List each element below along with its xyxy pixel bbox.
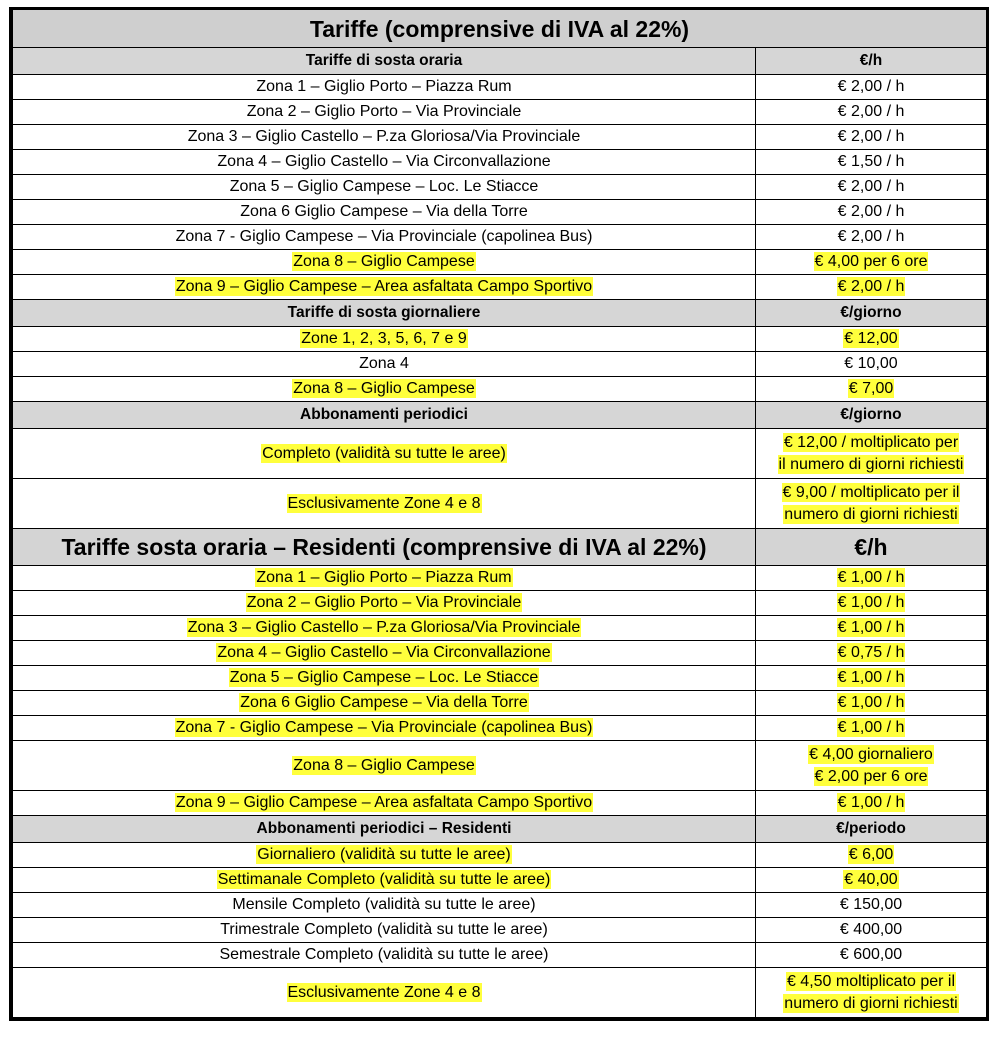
highlighted-text: € 4,00 per 6 ore [814, 253, 928, 270]
highlighted-text: € 4,50 moltiplicato per il [786, 972, 956, 990]
price-cell [756, 275, 987, 300]
table-row [13, 666, 987, 691]
highlighted-text: Zona 5 – Giglio Campese – Loc. Le Stiacce [229, 669, 539, 686]
table-row [13, 641, 987, 666]
highlighted-text: € 40,00 [844, 871, 898, 888]
table-row [13, 100, 987, 125]
zone-cell: Zona 5 – Giglio Campese – Loc. Le Stiacce [13, 175, 756, 200]
price-cell: € 1,50 / h [756, 150, 987, 175]
price-cell: € 2,00 / h [756, 75, 987, 100]
highlighted-text: Completo (validità su tutte le aree) [262, 444, 506, 462]
price-cell [756, 741, 987, 791]
section-header-giornaliere [13, 300, 987, 327]
section-label: Abbonamenti periodici – Residenti [13, 816, 756, 843]
price-cell: € 2,00 / h [756, 125, 987, 150]
highlighted-text: Zona 7 - Giglio Campese – Via Provinciale (capolinea Bus) [175, 719, 593, 736]
highlighted-text: Zone 1, 2, 3, 5, 6, 7 e 9 [301, 330, 467, 347]
section-label: Tariffe di sosta oraria [13, 48, 756, 75]
price-cell [756, 566, 987, 591]
zone-cell [13, 716, 756, 741]
highlighted-text: Zona 4 – Giglio Castello – Via Circonvallazione [217, 644, 551, 661]
zone-cell [13, 566, 756, 591]
price-cell: € 2,00 / h [756, 100, 987, 125]
price-cell [756, 791, 987, 816]
table-row [13, 741, 987, 791]
table-row [13, 868, 987, 893]
zone-cell [13, 641, 756, 666]
price-cell [756, 616, 987, 641]
table-row [13, 275, 987, 300]
highlighted-text: € 1,00 / h [837, 569, 905, 586]
highlighted-text: € 1,00 / h [837, 669, 905, 686]
highlighted-text: € 1,00 / h [837, 594, 905, 611]
zone-cell: Zona 2 – Giglio Porto – Via Provinciale [13, 100, 756, 125]
table-row [13, 918, 987, 943]
section-unit: €/h [756, 48, 987, 75]
table-row [13, 327, 987, 352]
highlighted-text: Zona 1 – Giglio Porto – Piazza Rum [256, 569, 512, 586]
price-cell: € 2,00 / h [756, 225, 987, 250]
table-row [13, 250, 987, 275]
table-row [13, 175, 987, 200]
highlighted-text: numero di giorni richiesti [784, 505, 958, 523]
zone-cell [13, 377, 756, 402]
section-unit: €/periodo [756, 816, 987, 843]
highlighted-text: Zona 8 – Giglio Campese [293, 253, 475, 270]
zone-cell [13, 250, 756, 275]
highlighted-text: Giornaliero (validità su tutte le aree) [257, 846, 511, 863]
zone-cell: Zona 4 – Giglio Castello – Via Circonvallazione [13, 150, 756, 175]
price-cell [756, 868, 987, 893]
price-cell: € 10,00 [756, 352, 987, 377]
highlighted-text: € 1,00 / h [837, 694, 905, 711]
section-header-abbonamenti-residenti [13, 816, 987, 843]
highlighted-text: € 1,00 / h [837, 719, 905, 736]
table-row [13, 566, 987, 591]
tariff-table [12, 9, 987, 1018]
table-row [13, 479, 987, 529]
highlighted-text: Zona 8 – Giglio Campese [293, 380, 475, 397]
zone-cell [13, 479, 756, 529]
zone-cell: Zona 1 – Giglio Porto – Piazza Rum [13, 75, 756, 100]
table-row [13, 791, 987, 816]
highlighted-text: Zona 2 – Giglio Porto – Via Provinciale [246, 594, 522, 611]
table-row [13, 150, 987, 175]
highlighted-text: € 4,00 giornaliero [809, 745, 933, 763]
price-cell [756, 479, 987, 529]
zone-cell: Mensile Completo (validità su tutte le aree) [13, 893, 756, 918]
highlighted-text: Settimanale Completo (validità su tutte le aree) [217, 871, 551, 888]
highlighted-text: Esclusivamente Zone 4 e 8 [287, 494, 481, 512]
highlighted-text: Zona 8 – Giglio Campese [293, 756, 475, 774]
table-row [13, 893, 987, 918]
highlighted-text: € 2,00 per 6 ore [814, 767, 928, 785]
zone-cell [13, 791, 756, 816]
price-cell [756, 843, 987, 868]
table-row [13, 691, 987, 716]
highlighted-text: € 1,00 / h [837, 794, 905, 811]
highlighted-text: € 2,00 / h [837, 278, 905, 295]
table-row [13, 125, 987, 150]
table-row [13, 716, 987, 741]
highlighted-text: Esclusivamente Zone 4 e 8 [287, 983, 481, 1001]
zone-cell [13, 591, 756, 616]
price-cell [756, 591, 987, 616]
zone-cell: Zona 6 Giglio Campese – Via della Torre [13, 200, 756, 225]
section-label: Tariffe di sosta giornaliere [13, 300, 756, 327]
table-row [13, 591, 987, 616]
price-cell: € 600,00 [756, 943, 987, 968]
highlighted-text: € 7,00 [848, 380, 894, 397]
section-header-orarie [13, 48, 987, 75]
price-cell [756, 691, 987, 716]
table-row [13, 843, 987, 868]
highlighted-text: numero di giorni richiesti [784, 994, 958, 1012]
highlighted-text: Zona 6 Giglio Campese – Via della Torre [240, 694, 528, 711]
price-cell: € 400,00 [756, 918, 987, 943]
highlighted-text: € 0,75 / h [837, 644, 905, 661]
zone-cell [13, 666, 756, 691]
table-title: Tariffe (comprensive di IVA al 22%) [13, 10, 987, 48]
table-row [13, 968, 987, 1018]
price-cell [756, 377, 987, 402]
section-unit: €/giorno [756, 300, 987, 327]
table-row [13, 225, 987, 250]
zone-cell: Trimestrale Completo (validità su tutte le aree) [13, 918, 756, 943]
table-row [13, 943, 987, 968]
zone-cell [13, 691, 756, 716]
section-header-abbonamenti [13, 402, 987, 429]
table-title-row [13, 10, 987, 48]
zone-cell: Semestrale Completo (validità su tutte le aree) [13, 943, 756, 968]
table-row [13, 75, 987, 100]
zone-cell [13, 616, 756, 641]
zone-cell [13, 968, 756, 1018]
highlighted-text: € 12,00 [844, 330, 898, 347]
highlighted-text: € 6,00 [848, 846, 894, 863]
price-cell: € 2,00 / h [756, 175, 987, 200]
price-cell [756, 429, 987, 479]
price-cell [756, 327, 987, 352]
section-header-residenti [13, 529, 987, 566]
highlighted-text: € 12,00 / moltiplicato per [783, 433, 959, 451]
zone-cell: Zona 7 - Giglio Campese – Via Provinciale (capolinea Bus) [13, 225, 756, 250]
table-row [13, 200, 987, 225]
price-cell [756, 716, 987, 741]
section-unit: €/giorno [756, 402, 987, 429]
highlighted-text: il numero di giorni richiesti [778, 455, 964, 473]
zone-cell: Zona 3 – Giglio Castello – P.za Gloriosa/Via Provinciale [13, 125, 756, 150]
highlighted-text: Zona 9 – Giglio Campese – Area asfaltata Campo Sportivo [175, 278, 593, 295]
price-cell [756, 641, 987, 666]
zone-cell [13, 429, 756, 479]
section-label: Abbonamenti periodici [13, 402, 756, 429]
price-cell: € 2,00 / h [756, 200, 987, 225]
price-cell: € 150,00 [756, 893, 987, 918]
zone-cell [13, 275, 756, 300]
zone-cell [13, 843, 756, 868]
table-row [13, 352, 987, 377]
table-row [13, 377, 987, 402]
highlighted-text: Zona 3 – Giglio Castello – P.za Gloriosa/Via Provinciale [187, 619, 581, 636]
price-cell [756, 250, 987, 275]
price-cell [756, 968, 987, 1018]
zone-cell [13, 741, 756, 791]
table-row [13, 616, 987, 641]
highlighted-text: € 1,00 / h [837, 619, 905, 636]
tariff-table-frame [9, 7, 989, 1021]
highlighted-text: € 9,00 / moltiplicato per il [782, 483, 960, 501]
section-label: Tariffe sosta oraria – Residenti (comprensive di IVA al 22%) [13, 529, 756, 566]
table-row [13, 429, 987, 479]
zone-cell [13, 327, 756, 352]
section-unit: €/h [756, 529, 987, 566]
zone-cell [13, 868, 756, 893]
highlighted-text: Zona 9 – Giglio Campese – Area asfaltata Campo Sportivo [175, 794, 593, 811]
zone-cell: Zona 4 [13, 352, 756, 377]
price-cell [756, 666, 987, 691]
